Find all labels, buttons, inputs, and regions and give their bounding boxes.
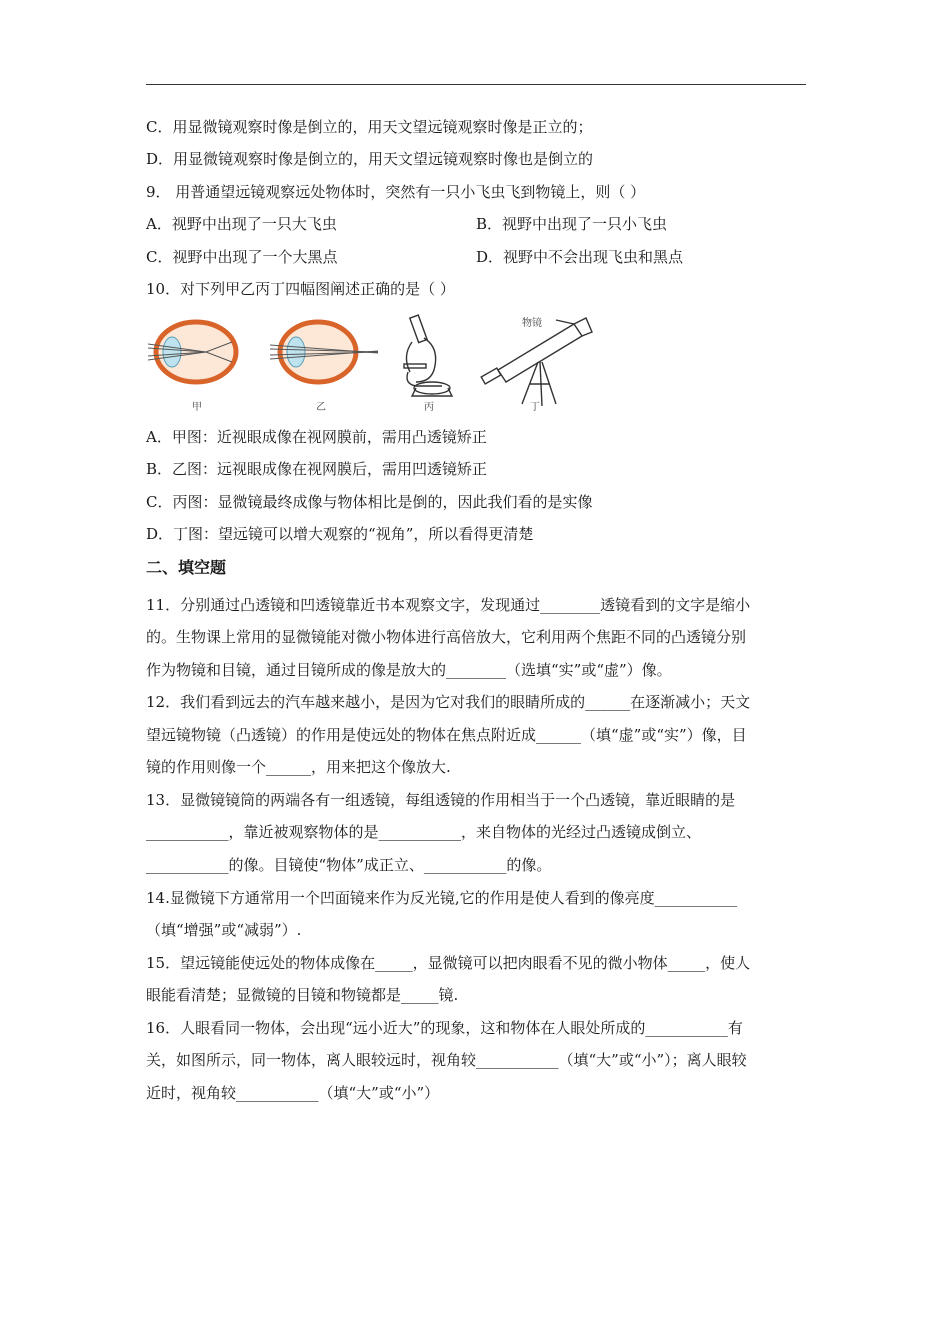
q12-line-3: 镜的作用则像一个______，用来把这个像放大. (146, 758, 451, 776)
q8-option-c: C．用显微镜观察时像是倒立的，用天文望远镜观察时像是正立的； (146, 118, 593, 136)
q13-line-2: ___________，靠近被观察物体的是___________，来自物体的光经过凸透镜成倒立、 (146, 823, 702, 841)
q16-line-2: 关，如图所示，同一物体，离人眼较远时，视角较___________（填“大”或“小”）；离人眼较 (146, 1051, 747, 1069)
eye-diagram-jia (148, 322, 236, 382)
q13-line-1: 13．显微镜镜筒的两端各有一组透镜，每组透镜的作用相当于一个凸透镜，靠近眼睛的是 (146, 791, 736, 809)
q15-line-2: 眼能看清楚；显微镜的目镜和物镜都是_____镜. (146, 986, 459, 1004)
q9-option-b: B．视野中出现了一只小飞虫 (476, 215, 668, 233)
objective-lens-label: 物镜 (522, 318, 542, 329)
q10-stem: 10．对下列甲乙丙丁四幅图阐述正确的是（ ） (146, 280, 455, 298)
caption-bing: 丙 (424, 402, 434, 413)
q10-option-c: C．丙图：显微镜最终成像与物体相比是倒的，因此我们看的是实像 (146, 493, 593, 511)
caption-yi: 乙 (316, 402, 326, 413)
q12-line-1: 12．我们看到远去的汽车越来越小，是因为它对我们的眼睛所成的______在逐渐减小；天文 (146, 693, 751, 711)
header-rule (146, 84, 806, 85)
q9-option-c: C．视野中出现了一个大黑点 (146, 248, 338, 266)
q13-line-3: ___________的像。目镜使“物体”成正立、___________的像。 (146, 856, 552, 874)
q11-line-3: 作为物镜和目镜，通过目镜所成的像是放大的________（选填“实”或“虚”）像。 (146, 661, 672, 679)
q10-option-a: A．甲图：近视眼成像在视网膜前，需用凸透镜矫正 (146, 428, 487, 446)
caption-ding: 丁 (530, 402, 540, 413)
section-title-fill-in: 二、填空题 (146, 558, 227, 577)
q10-option-d: D．丁图：望远镜可以增大观察的“视角”，所以看得更清楚 (146, 525, 534, 543)
q16-line-1: 16．人眼看同一物体，会出现“远小近大”的现象，这和物体在人眼处所成的___________有 (146, 1019, 743, 1037)
q11-line-2: 的。生物课上常用的显微镜能对微小物体进行高倍放大，它利用两个焦距不同的凸透镜分别 (146, 628, 747, 646)
microscope-drawing (404, 315, 452, 396)
q9-option-d: D．视野中不会出现飞虫和黑点 (476, 248, 684, 266)
q11-line-1: 11．分别通过凸透镜和凹透镜靠近书本观察文字，发现通过________透镜看到的文字是缩小 (146, 596, 751, 614)
eye-diagram-yi (270, 322, 378, 382)
q15-line-1: 15．望远镜能使远处的物体成像在_____，显微镜可以把肉眼看不见的微小物体_____，使人 (146, 954, 751, 972)
q10-figures (146, 312, 596, 416)
q14-line-1: 14.显微镜下方通常用一个凹面镜来作为反光镜,它的作用是使人看到的像亮度___________ (146, 889, 738, 907)
q9-stem: 9． 用普通望远镜观察远处物体时，突然有一只小飞虫飞到物镜上，则（ ） (146, 183, 646, 201)
q16-line-3: 近时，视角较___________（填“大”或“小”） (146, 1084, 440, 1102)
caption-jia: 甲 (192, 402, 202, 413)
q14-line-2: （填“增强”或“减弱”）. (146, 921, 302, 939)
q10-option-b: B．乙图：远视眼成像在视网膜后，需用凹透镜矫正 (146, 460, 488, 478)
telescope-drawing (481, 318, 592, 406)
q9-option-a: A．视野中出现了一只大飞虫 (146, 215, 337, 233)
q12-line-2: 望远镜物镜（凸透镜）的作用是使远处的物体在焦点附近成______（填“虚”或“实”）像，目 (146, 726, 747, 744)
q8-option-d: D．用显微镜观察时像是倒立的，用天文望远镜观察时像也是倒立的 (146, 150, 594, 168)
